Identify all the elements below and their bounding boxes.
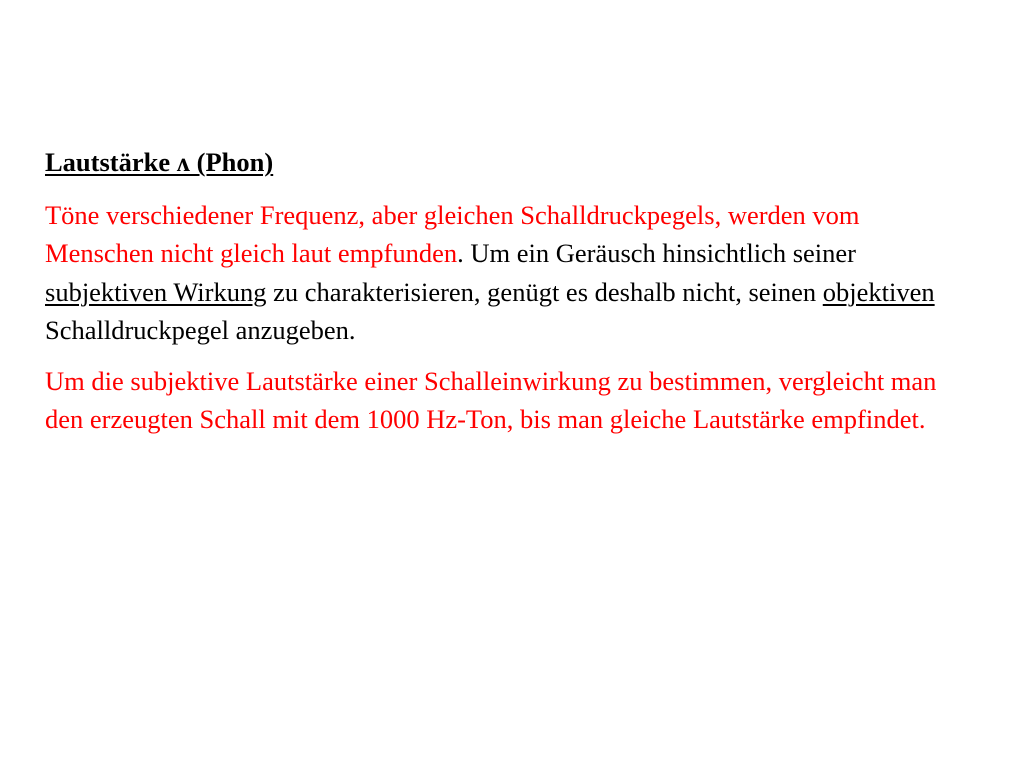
- underlined-term-subjective: subjektiven Wirkung: [45, 276, 267, 307]
- paragraph-text: Schalldruckpegel anzugeben.: [45, 315, 356, 345]
- highlighted-statement: Töne verschiedener Frequenz, aber gleichen Schalldruckpegels, werden vom Menschen nicht gleich laut empfunden: [45, 199, 860, 268]
- underlined-term-objective: objektiven: [822, 276, 935, 307]
- paragraph-frequency-perception: [45, 196, 964, 350]
- paragraph-text: zu charakterisieren, genügt es deshalb nicht, seinen: [266, 276, 823, 307]
- slide-heading: Lautstärke ʌ (Phon): [45, 147, 274, 177]
- paragraph-text: . Um ein Geräusch hinsichtlich seiner: [457, 238, 856, 268]
- paragraph-loudness-measurement: Um die subjektive Lautstärke einer Schalleinwirkung zu bestimmen, vergleicht man den erzeugten Schall mit dem 1000 Hz-Ton, bis man gleiche Lautstärke empfindet.: [45, 365, 937, 434]
